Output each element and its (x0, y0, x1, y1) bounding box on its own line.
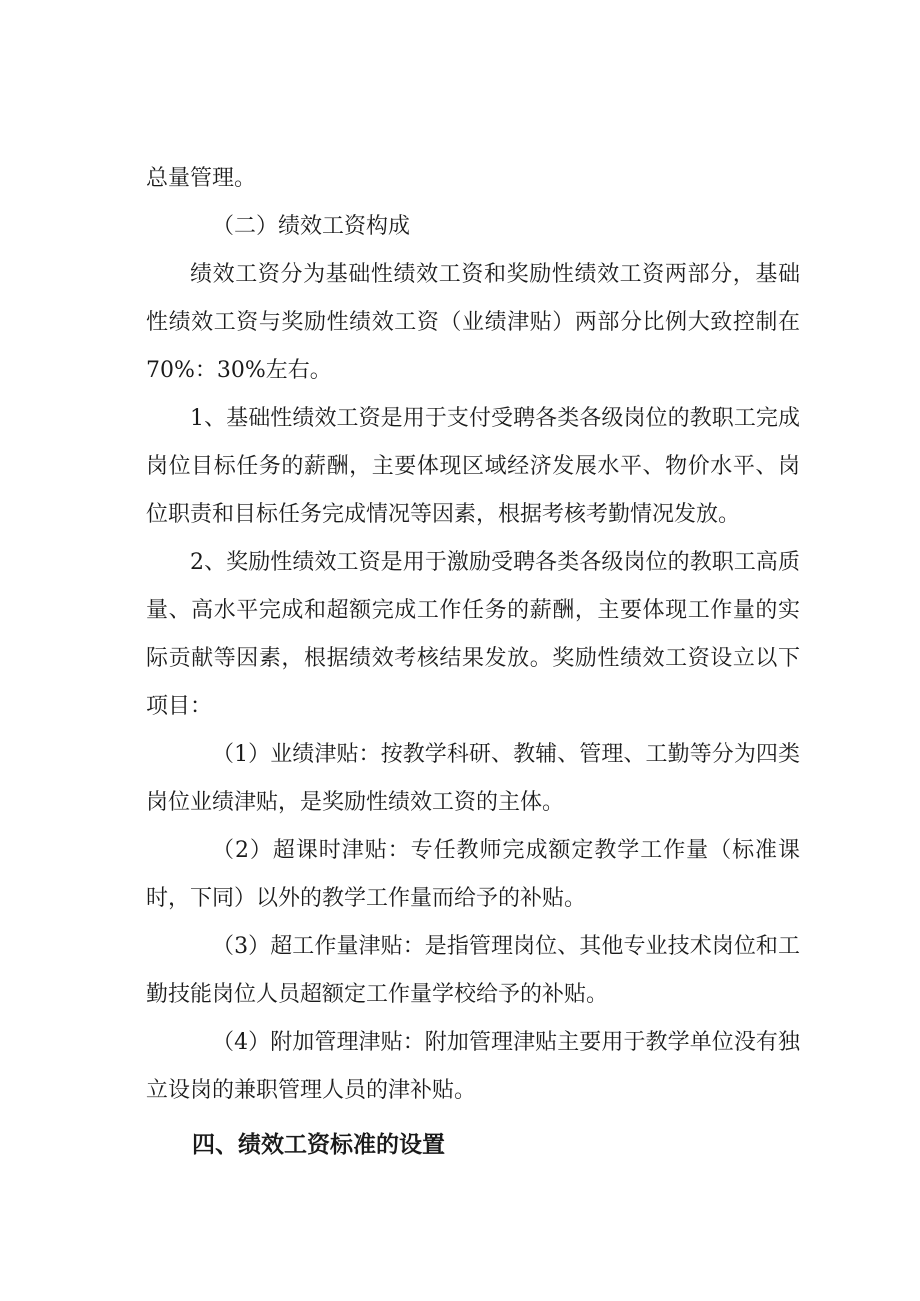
paragraph-continuation: 总量管理。 (146, 166, 257, 191)
paragraph-incentive-pay: 2、奖励性绩效工资是用于激励受聘各类各级岗位的教职工高质量、高水平完成和超额完成工作任务的薪酬，主要体现工作量的实际贡献等因素，根据绩效考核结果发放。奖励性绩效工资设立以下项目： (146, 550, 800, 719)
section-heading: 四、绩效工资标准的设置 (192, 1132, 445, 1158)
paragraph-item-3: （3）超工作量津贴：是指管理岗位、其他专业技术岗位和工勤技能岗位人员超额定工作量学校给予的补贴。 (146, 934, 800, 1007)
subsection-title: （二）绩效工资构成 (212, 214, 411, 239)
paragraph-basic-pay: 1、基础性绩效工资是用于支付受聘各类各级岗位的教职工完成岗位目标任务的薪酬，主要体现区域经济发展水平、物价水平、岗位职责和目标任务完成情况等因素，根据考核考勤情况发放。 (146, 406, 800, 527)
paragraph-item-1: （1）业绩津贴：按教学科研、教辅、管理、工勤等分为四类岗位业绩津贴，是奖励性绩效工资的主体。 (146, 742, 800, 815)
paragraph-item-2: （2）超课时津贴：专任教师完成额定教学工作量（标准课时，下同）以外的教学工作量而给予的补贴。 (146, 838, 800, 911)
paragraph-item-4: （4）附加管理津贴：附加管理津贴主要用于教学单位没有独立设岗的兼职管理人员的津补贴。 (146, 1030, 800, 1103)
paragraph-composition: 绩效工资分为基础性绩效工资和奖励性绩效工资两部分，基础性绩效工资与奖励性绩效工资（业绩津贴）两部分比例大致控制在70%：30%左右。 (146, 262, 800, 383)
